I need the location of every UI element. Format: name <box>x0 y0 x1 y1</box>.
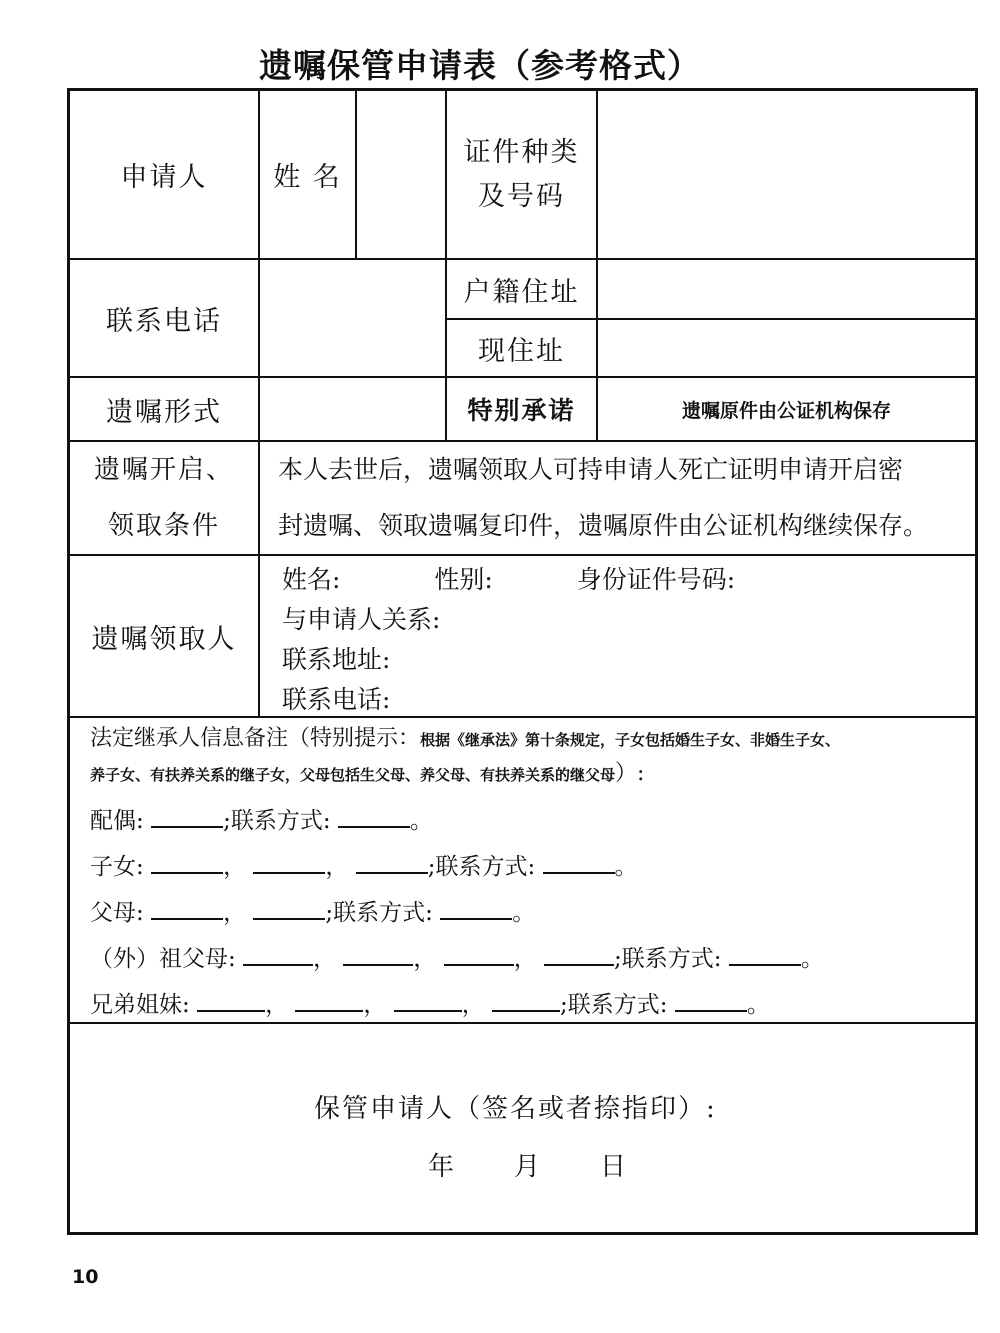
contact-phone-field[interactable] <box>260 260 445 376</box>
separator: ， <box>363 992 387 1018</box>
current-address-label: 现住址 <box>478 335 565 367</box>
separator: ， <box>513 946 537 972</box>
signature-day[interactable]: 日 <box>600 1152 629 1182</box>
parents-contact-blank[interactable] <box>440 900 512 920</box>
heirs-note <box>90 722 970 792</box>
id-type-label-line2: 及号码 <box>478 180 565 212</box>
recipient-fields <box>282 560 972 712</box>
parent-blank-2[interactable] <box>253 900 325 920</box>
heirs-note-close: ）: <box>615 761 645 786</box>
separator: 。 <box>746 992 770 1018</box>
id-number-field[interactable] <box>598 91 975 258</box>
spouse-label: 配偶: <box>90 808 144 834</box>
opening-conditions-label-line2: 领取条件 <box>107 511 220 541</box>
separator: ; <box>223 808 231 834</box>
household-address-label: 户籍住址 <box>463 276 580 308</box>
recipient-relation-label[interactable]: 与申请人关系: <box>282 605 441 634</box>
special-promise-label: 特别承诺 <box>467 396 576 425</box>
current-address-field[interactable] <box>598 320 975 376</box>
opening-conditions-line1: 本人去世后，遗嘱领取人可持申请人死亡证明申请开启密 <box>278 455 904 484</box>
id-type-label <box>447 91 596 258</box>
household-address-field[interactable] <box>598 260 975 318</box>
siblings-contact-blank[interactable] <box>675 992 747 1012</box>
heirs-note-detail-2: 养子女、有扶养关系的继子女，父母包括生父母、养父母、有扶养关系的继父母 <box>90 766 616 784</box>
parents-row <box>90 890 970 936</box>
recipient-label: 遗嘱领取人 <box>91 623 237 655</box>
spouse-name-blank[interactable] <box>151 808 223 828</box>
spouse-row <box>90 798 970 844</box>
recipient-address-label[interactable]: 联系地址: <box>282 645 391 674</box>
signature-month[interactable]: 月 <box>514 1152 543 1182</box>
grandparent-blank-3[interactable] <box>444 946 514 966</box>
heirs-note-main: 法定继承人信息备注（特别提示： <box>90 726 421 751</box>
grandparent-blank-1[interactable] <box>243 946 313 966</box>
grandparents-contact-label: 联系方式: <box>621 946 722 972</box>
separator: ， <box>413 946 437 972</box>
parents-label: 父母: <box>90 900 144 926</box>
id-type-label-line1: 证件种类 <box>463 136 580 168</box>
separator: ， <box>223 900 247 926</box>
grandparent-blank-2[interactable] <box>343 946 413 966</box>
recipient-phone-label[interactable]: 联系电话: <box>282 685 391 714</box>
separator: ; <box>560 992 568 1018</box>
applicant-name-field[interactable] <box>357 91 445 258</box>
signature-year[interactable]: 年 <box>428 1152 457 1182</box>
opening-conditions-text <box>278 442 973 554</box>
separator: ， <box>313 946 337 972</box>
recipient-name-label[interactable]: 姓名: <box>282 565 341 594</box>
spouse-contact-label: 联系方式: <box>230 808 331 834</box>
siblings-contact-label: 联系方式: <box>567 992 668 1018</box>
will-form-field[interactable] <box>260 378 445 440</box>
children-contact-label: 联系方式: <box>435 854 536 880</box>
separator: ， <box>265 992 289 1018</box>
separator: ， <box>223 854 247 880</box>
separator: ; <box>427 854 436 880</box>
sibling-blank-3[interactable] <box>394 992 462 1012</box>
form-title: 遗嘱保管申请表（参考格式） <box>259 46 701 85</box>
child-blank-2[interactable] <box>253 854 325 874</box>
separator: 。 <box>614 854 638 880</box>
parents-contact-label: 联系方式: <box>333 900 433 926</box>
opening-conditions-label-line1: 遗嘱开启、 <box>93 455 234 485</box>
heirs-note-detail-1: 根据《继承法》第十条规定，子女包括婚生子女、非婚生子女、 <box>420 731 841 749</box>
page-number: 10 <box>72 1266 99 1288</box>
applicant-label: 申请人 <box>120 162 208 193</box>
grandparents-label: （外）祖父母: <box>90 946 236 972</box>
opening-conditions-line2: 封遗嘱、领取遗嘱复印件，遗嘱原件由公证机构继续保存。 <box>278 511 929 540</box>
parent-blank-1[interactable] <box>151 900 223 920</box>
heirs-section <box>90 722 970 1020</box>
children-label: 子女: <box>90 854 144 880</box>
will-form-label: 遗嘱形式 <box>106 396 222 428</box>
sibling-blank-1[interactable] <box>197 992 265 1012</box>
grandparent-blank-4[interactable] <box>544 946 614 966</box>
separator: ; <box>325 900 334 926</box>
grandparents-contact-blank[interactable] <box>729 946 801 966</box>
grandparents-row <box>90 936 970 982</box>
siblings-row <box>90 982 970 1028</box>
sibling-blank-4[interactable] <box>492 992 560 1012</box>
separator: 。 <box>512 900 536 926</box>
recipient-gender-label[interactable]: 性别: <box>434 565 493 594</box>
separator: ; <box>614 946 622 972</box>
sibling-blank-2[interactable] <box>295 992 363 1012</box>
children-row <box>90 844 970 890</box>
signature-label[interactable]: 保管申请人（签名或者捺指印）: <box>314 1094 717 1124</box>
child-blank-3[interactable] <box>356 854 428 874</box>
special-promise-value: 遗嘱原件由公证机构保存 <box>681 399 891 422</box>
applicant-name-label: 姓 名 <box>273 162 342 193</box>
contact-phone-label: 联系电话 <box>106 305 222 337</box>
recipient-id-number-label[interactable]: 身份证件号码: <box>576 565 736 594</box>
separator: 。 <box>409 808 433 834</box>
separator: ， <box>461 992 485 1018</box>
children-contact-blank[interactable] <box>543 854 615 874</box>
separator: 。 <box>800 946 824 972</box>
separator: ， <box>325 854 349 880</box>
spouse-contact-blank[interactable] <box>338 808 410 828</box>
siblings-label: 兄弟姐妹: <box>90 992 190 1018</box>
opening-conditions-label <box>70 442 258 554</box>
child-blank-1[interactable] <box>151 854 223 874</box>
